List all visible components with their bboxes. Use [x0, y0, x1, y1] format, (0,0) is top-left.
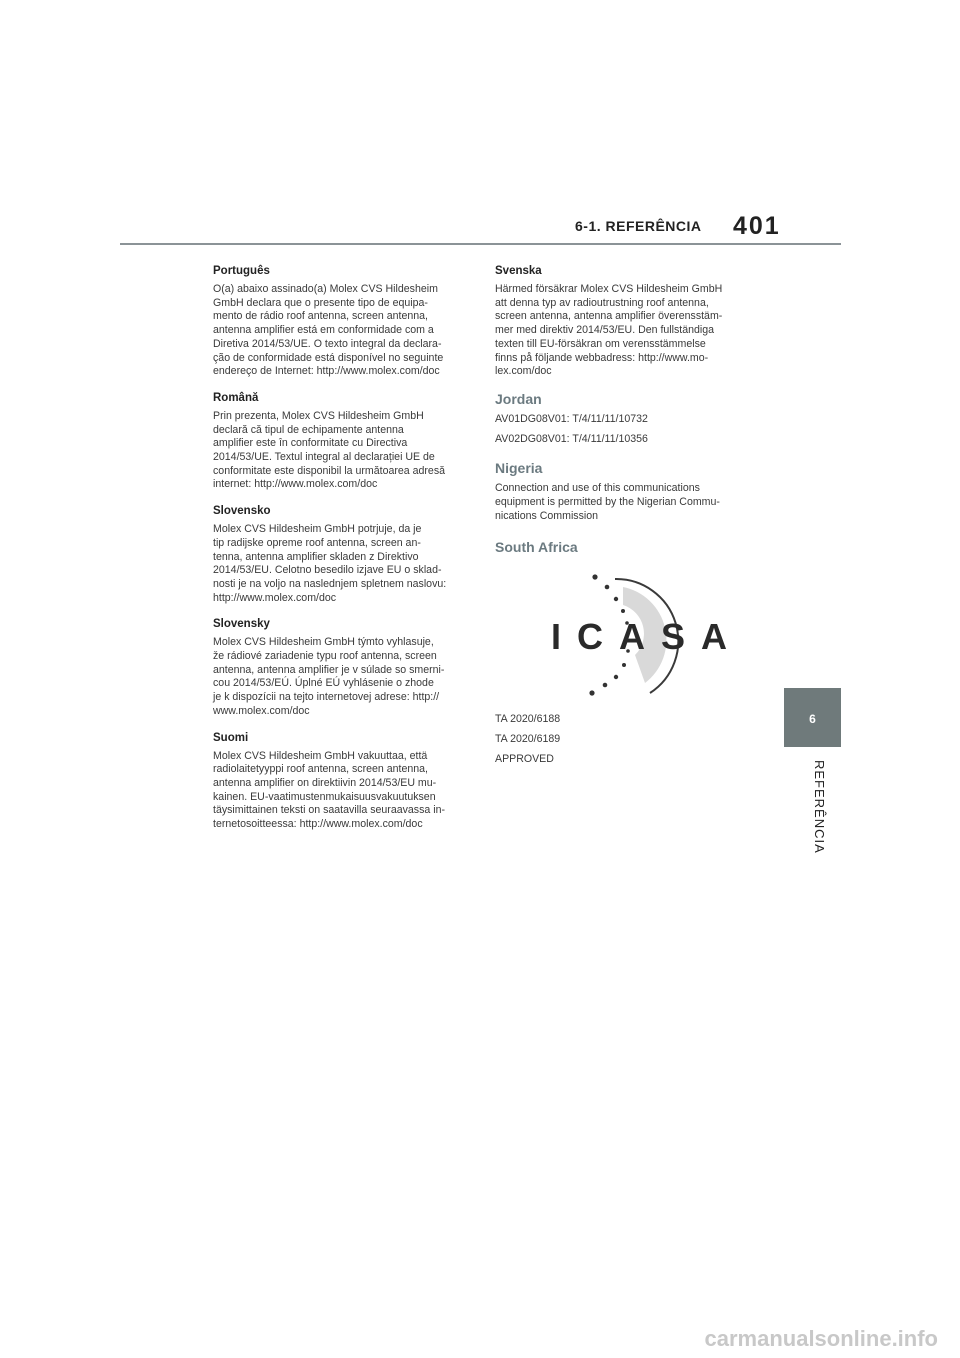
section-body: Prin prezenta, Molex CVS Hildesheim GmbH declară că tipul de echipamente antenna amplifier este în conformitate cu Directiva 2014/53/UE. Textul integral al declarației UE de conformitate este disponibil la următoarea adresă internet: http://www.molex.com/doc: [213, 409, 446, 491]
page-number: 401: [733, 212, 781, 240]
watermark: carmanualsonline.info: [704, 1326, 938, 1351]
section-body: Molex CVS Hildesheim GmbH týmto vyhlasuje, že rádiové zariadenie typu roof antenna, screen antenna, antenna amplifier je v súlade so smerni- cou 2014/53/EÚ. Úplné EÚ vyhlásenie o zhode je k dispozícii na tejto internetovej adrese: http:// www.molex.com/doc: [213, 636, 445, 717]
section-heading: Suomi: [213, 731, 249, 744]
icasa-logo-text: ICASA: [551, 616, 744, 658]
section-portugues: [213, 264, 468, 379]
section-heading: Slovensky: [213, 618, 270, 631]
section-title: 6-1. REFERÊNCIA: [575, 218, 702, 234]
section-body: Molex CVS Hildesheim GmbH potrjuje, da je tip radijske opreme roof antenna, screen an- tenna, antenna amplifier skladen z Direktivo 2014/53/EU. Celotno besedilo izjave EU o sklad- nosti je na voljo na naslednjem spletnem naslovu: http://www.molex.com/doc: [213, 523, 447, 604]
section-suomi: [213, 731, 468, 832]
section-heading: Português: [213, 265, 270, 277]
section-body: Härmed försäkrar Molex CVS Hildesheim GmbH att denna typ av radioutrustning roof antenna, screen antenna, antenna amplifier överensstäm- mer med direktiv 2014/53/EU. Den fullständiga texten till EU-försäkran om verensstämmelse finns på följande webbadress: http://www.mo- lex.com/doc: [495, 283, 723, 378]
icasa-logo: [495, 565, 755, 705]
section-svenska: [495, 264, 755, 379]
section-slovensky: [213, 617, 468, 718]
chapter-number: 6: [809, 712, 816, 726]
region-heading-south-africa: South Africa: [495, 539, 578, 556]
chapter-side-label: REFERÊNCIA: [812, 760, 827, 854]
jordan-approval-line: AV02DG08V01: T/4/11/11/10356: [495, 432, 648, 445]
right-column: [495, 264, 755, 773]
chapter-tab[interactable]: [784, 688, 841, 747]
section-heading: Slovensko: [213, 505, 271, 518]
section-body: Molex CVS Hildesheim GmbH vakuuttaa, että radiolaitetyyppi roof antenna, screen antenna, antenna amplifier on direktiivin 2014/53/EU mu- kainen. EU-vaatimustenmukaisuusvakuutuksen täysimittainen teksti on saatavilla seuraavassa in- ternetosoitteessa: http://www.molex.com/doc: [213, 749, 445, 831]
ta-number-line: TA 2020/6189: [495, 733, 561, 746]
region-heading-jordan: Jordan: [495, 390, 542, 407]
nigeria-body: Connection and use of this communications equipment is permitted by the Nigerian Commu- nications Commission: [495, 482, 720, 522]
header-divider: [120, 243, 841, 245]
jordan-approval-line: AV01DG08V01: T/4/11/11/10732: [495, 412, 648, 425]
section-body: O(a) abaixo assinado(a) Molex CVS Hildesheim GmbH declara que o presente tipo de equipa- mento de rádio roof antenna, screen antenna, antenna amplifier está em conformidade com a Diretiva 2014/53/UE. O texto integral da declara- ção de conformidade está disponível no seguinte endereço de Internet: http://www.molex.com/doc: [213, 283, 444, 378]
approved-label: APPROVED: [495, 752, 554, 765]
section-heading: Română: [213, 391, 259, 404]
section-heading: Svenska: [495, 265, 542, 277]
section-slovensko: [213, 504, 468, 605]
section-romana: [213, 391, 468, 492]
region-heading-nigeria: Nigeria: [495, 460, 543, 477]
ta-number-line: TA 2020/6188: [495, 713, 561, 726]
left-column: [213, 264, 468, 844]
